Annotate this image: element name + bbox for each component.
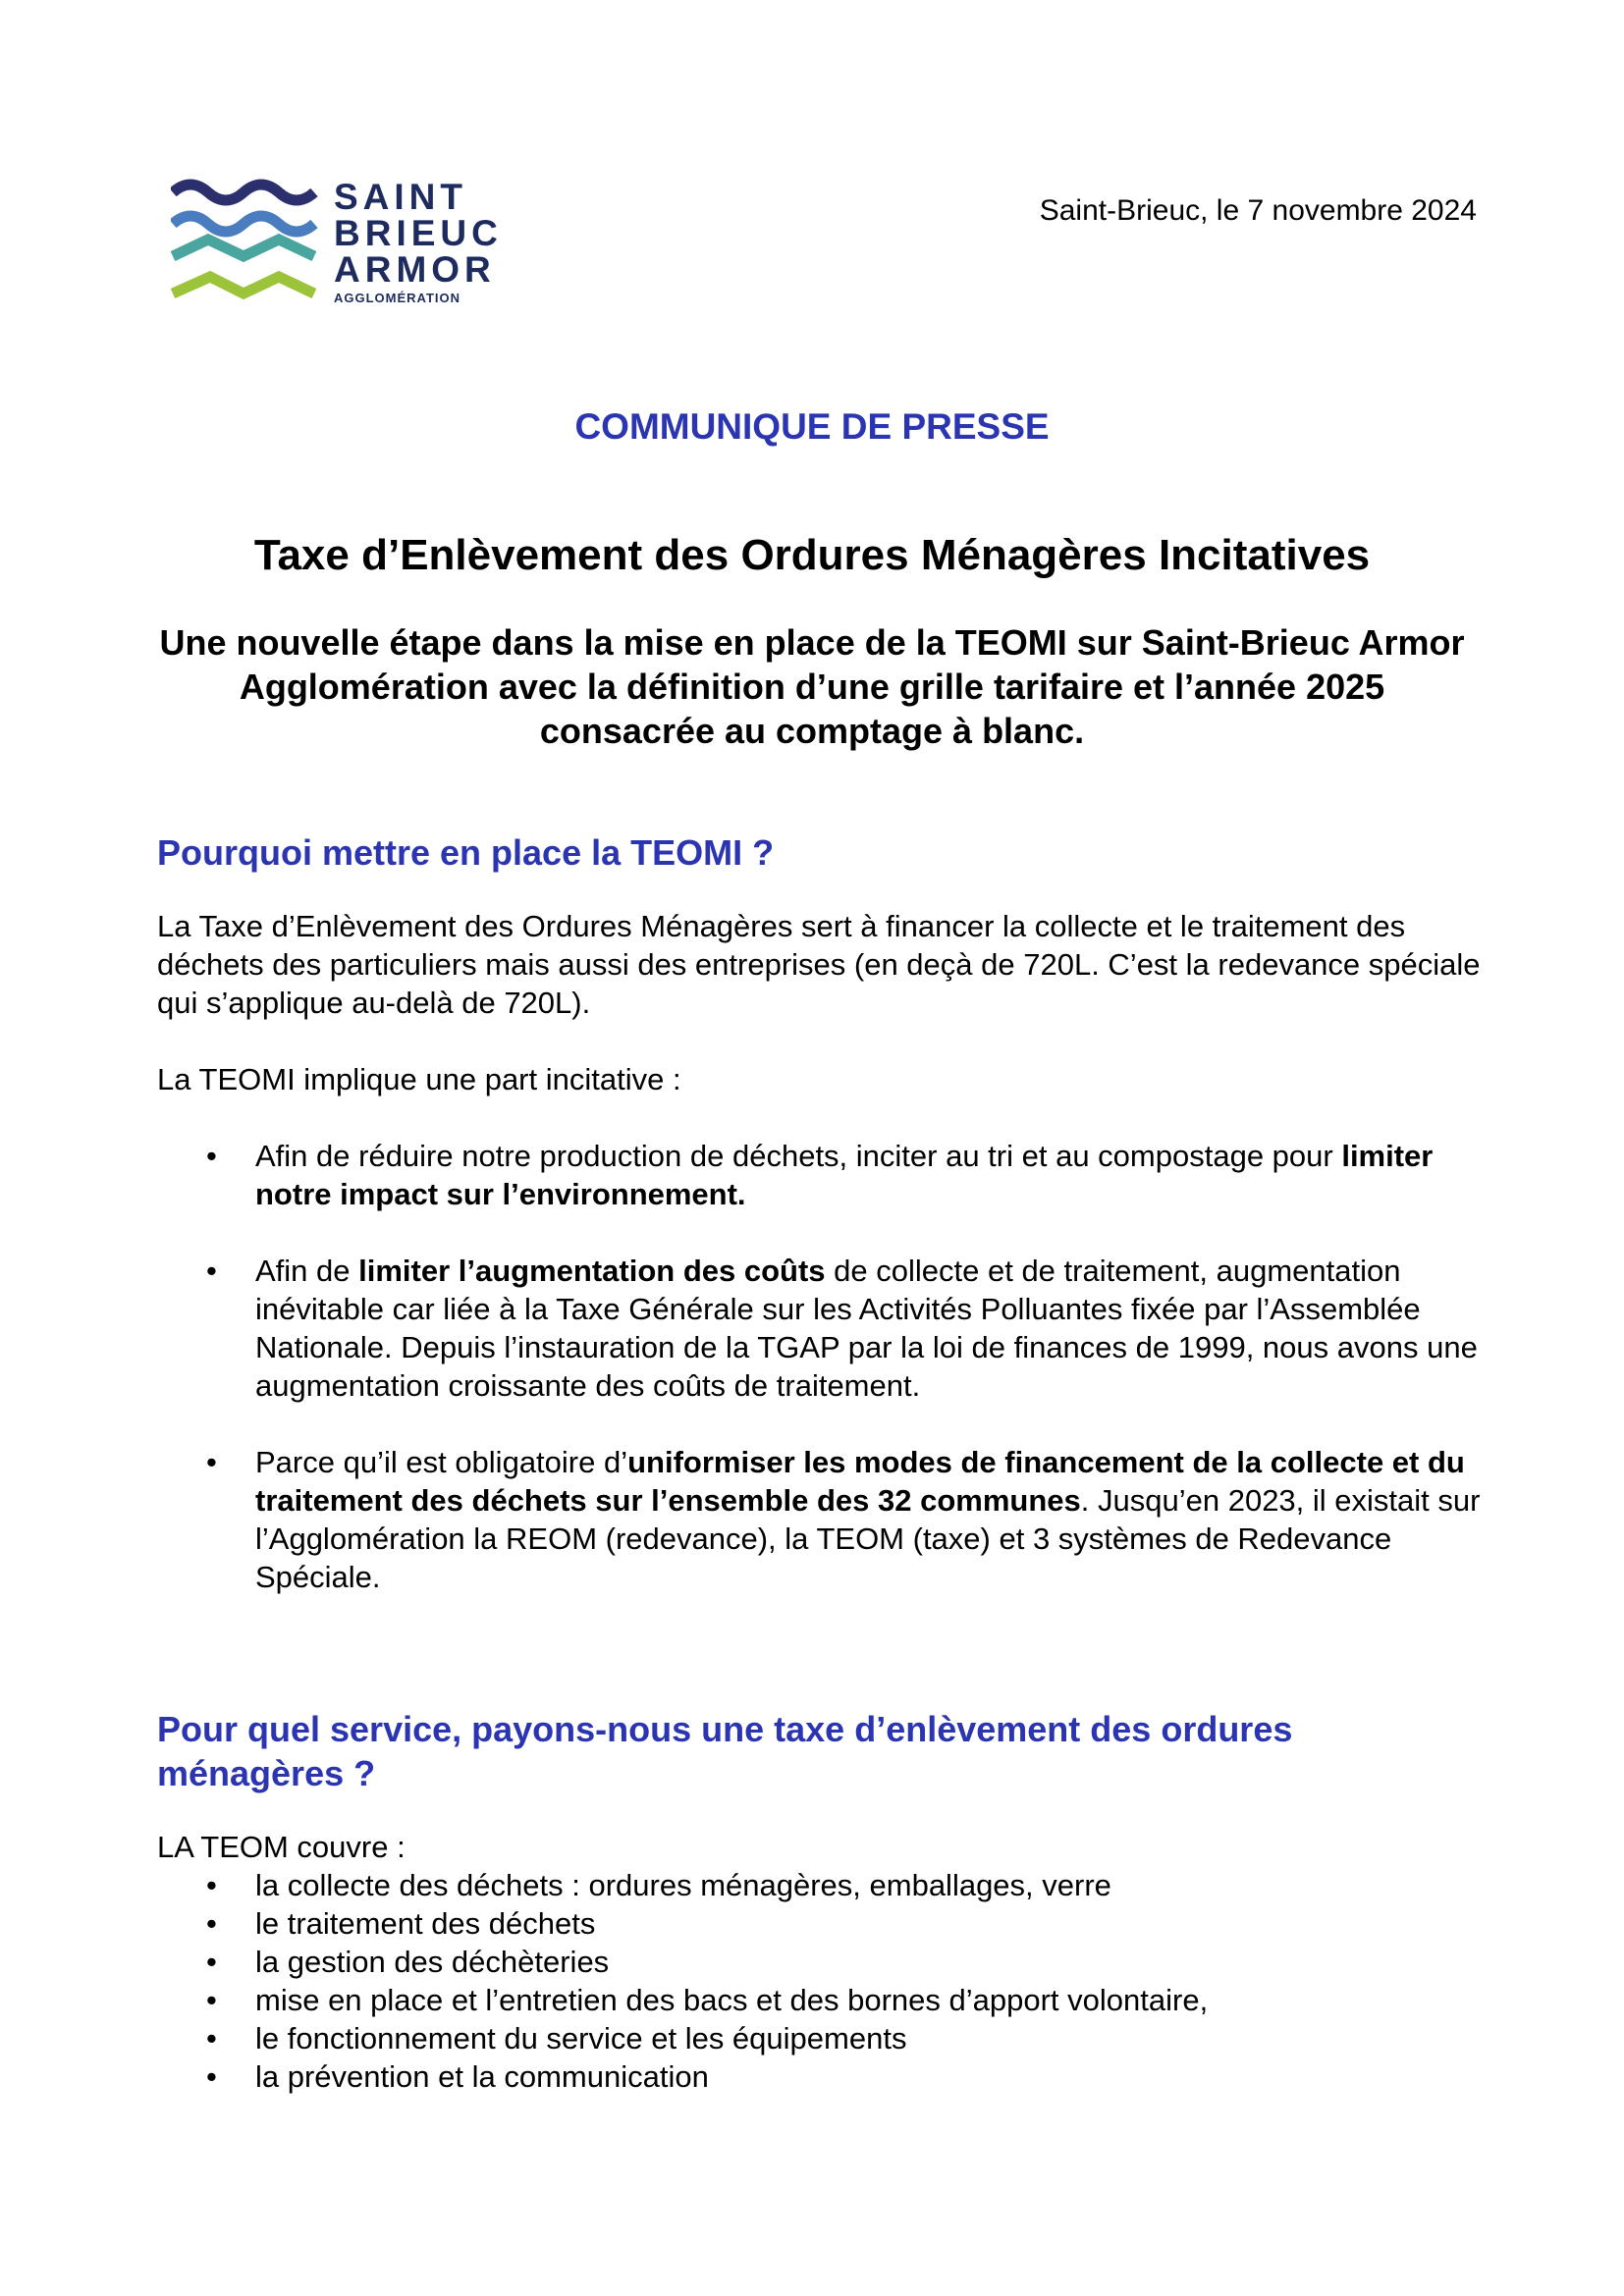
bullet-icon: •	[206, 1139, 217, 1173]
list-item: • la prévention et la communication	[206, 2059, 709, 2094]
section-why-teomi	[157, 830, 1483, 1634]
press-release-label: COMMUNIQUE DE PRESSE	[574, 406, 1050, 447]
wave-logo-icon	[171, 179, 318, 316]
section-service-covered	[157, 1707, 1483, 2096]
bullet-icon: •	[206, 2021, 217, 2056]
section-heading: Pourquoi mettre en place la TEOMI ?	[157, 832, 775, 873]
document-title: Taxe d’Enlèvement des Ordures Ménagères Incitatives	[253, 531, 1371, 579]
release-date: Saint-Brieuc, le 7 novembre 2024	[1039, 194, 1477, 227]
incentive-list	[157, 1137, 1483, 1596]
logo-text-agglomeration: AGGLOMÉRATION	[334, 291, 461, 305]
logo-text-armor: ARMOR	[334, 249, 496, 290]
document-subtitle: Une nouvelle étape dans la mise en place de la TEOMI sur Saint-Brieuc Armor Agglomération avec la définition d’une grille tarifaire et l’année 2025 consacrée au comptage à blanc.	[159, 622, 1465, 751]
logo-text-brieuc: BRIEUC	[334, 213, 503, 253]
paragraph: La TEOMI implique une part incitative :	[157, 1062, 681, 1096]
bullet-icon: •	[206, 1868, 217, 1902]
paragraph: LA TEOM couvre :	[157, 1830, 406, 1864]
logo-text-saint: SAINT	[334, 177, 467, 217]
bullet-icon: •	[206, 1983, 217, 2017]
list-item: • Parce qu’il est obligatoire d’uniformiser les modes de financement de la collecte et du traitement des déchets sur l’ensemble des 32 communes. Jusqu’en 2023, il existait sur l’Agglomération la REOM (redevance), la TEOM (taxe) et 3 systèmes de Redevance Spéciale.	[206, 1445, 1481, 1594]
bullet-icon: •	[206, 1906, 217, 1941]
paragraph: La Taxe d’Enlèvement des Ordures Ménagères sert à financer la collecte et le traitement des déchets des particuliers mais aussi des entreprises (en deçà de 720L. C’est la redevance spéciale qui s’applique au-delà de 720L).	[157, 909, 1481, 1020]
bullet-icon: •	[206, 2059, 217, 2094]
list-item: • la collecte des déchets : ordures ménagères, emballages, verre	[206, 1868, 1111, 1902]
list-item: • le fonctionnement du service et les équipements	[206, 2021, 907, 2056]
section-heading: Pour quel service, payons-nous une taxe d’enlèvement des ordures ménagères ?	[157, 1709, 1293, 1793]
list-item: • la gestion des déchèteries	[206, 1945, 610, 1979]
list-item: • Afin de limiter l’augmentation des coûts de collecte et de traitement, augmentation inévitable car liée à la Taxe Générale sur les Activités Polluantes fixée par l’Assemblée Nationale. Depuis l’instauration de la TGAP par la loi de finances de 1999, nous avons une augmentation croissante des coûts de traitement.	[206, 1254, 1478, 1403]
list-item: • mise en place et l’entretien des bacs et des bornes d’apport volontaire,	[206, 1983, 1209, 2017]
agglomeration-logo	[171, 177, 503, 316]
list-item: • le traitement des déchets	[206, 1906, 596, 1941]
list-item: • Afin de réduire notre production de déchets, inciter au tri et au compostage pour limiter notre impact sur l’environnement.	[206, 1139, 1434, 1211]
bullet-icon: •	[206, 1254, 217, 1288]
bullet-icon: •	[206, 1945, 217, 1979]
bullet-icon: •	[206, 1445, 217, 1479]
service-list	[157, 1866, 1483, 2096]
